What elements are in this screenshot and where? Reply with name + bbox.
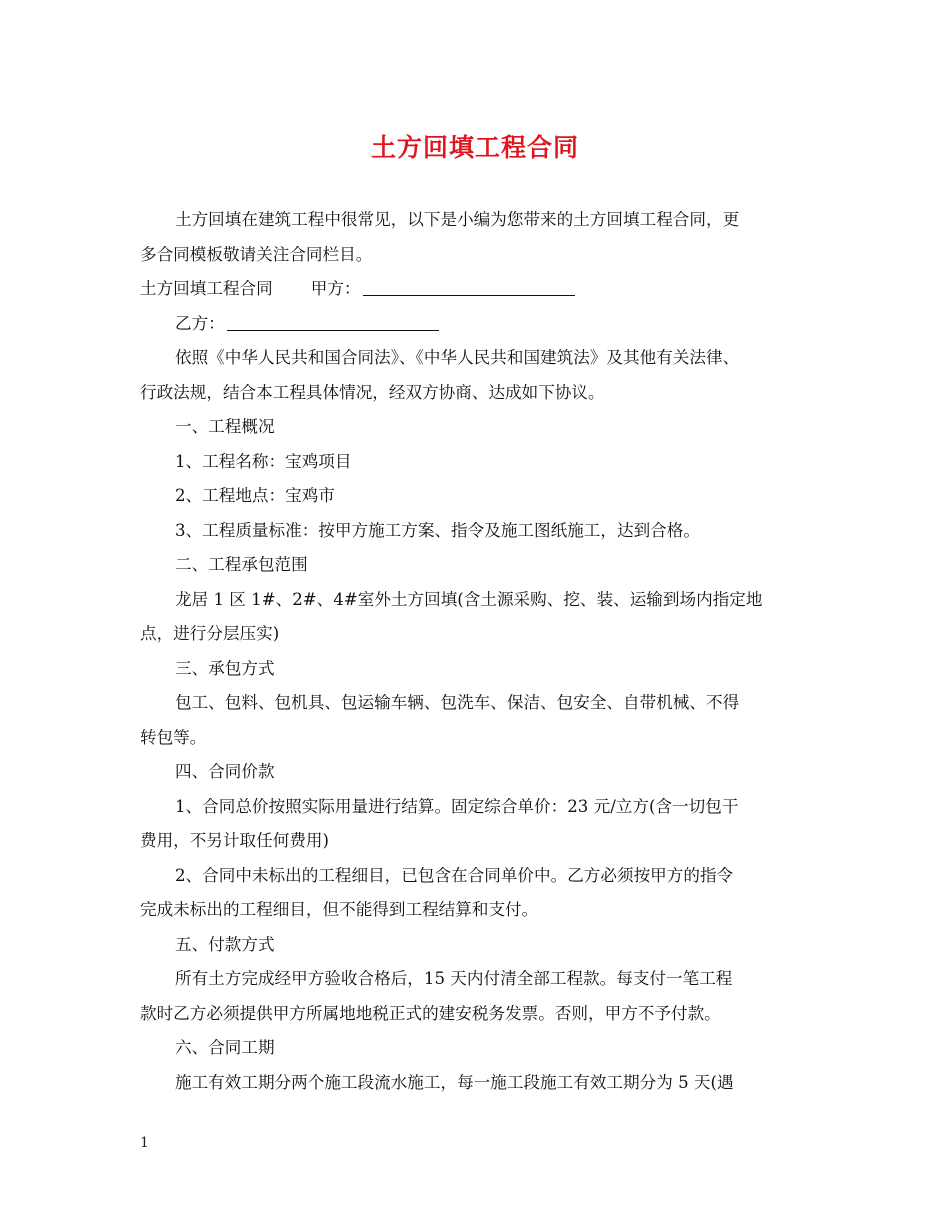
page-number: 1 [140,1135,149,1151]
section-4-item-1-line-2: 费用，不另计取任何费用) [140,831,330,850]
party-b-label: 乙方： [175,313,225,333]
section-5-heading: 五、付款方式 [175,934,275,954]
section-4-item-2-line-2: 完成未标出的工程细目，但不能得到工程结算和支付。 [140,900,539,919]
party-b-blank [227,310,439,331]
section-2-line-2: 点，进行分层压实) [140,624,280,643]
section-5-line-1: 所有土方完成经甲方验收合格后，15 天内付清全部工程款。每支付一笔工程 [175,969,733,988]
party-a-label: 甲方： [310,279,361,298]
section-4-item-2-line-1: 2、合同中未标出的工程细目，已包含在合同单价中。乙方必须按甲方的指令 [175,865,734,885]
document-body [140,203,815,1100]
section-2-line-1: 龙居 1 区 1#、2#、4#室外土方回填(含土源采购、挖、装、运输到场内指定地 [175,589,763,609]
section-1-item-1: 1、工程名称：宝鸡项目 [175,451,352,471]
basis-paragraph-line-1: 依照《中华人民共和国合同法》、《中华人民共和国建筑法》及其他有关法律、 [175,348,740,367]
section-3-heading: 三、承包方式 [175,658,275,678]
document-title: 土方回填工程合同 [370,133,579,162]
intro-paragraph-line-1: 土方回填在建筑工程中很常见，以下是小编为您带来的土方回填工程合同，更 [175,210,740,229]
party-a-blank [363,275,575,296]
section-1-heading: 一、工程概况 [175,417,275,436]
section-4-heading: 四、合同价款 [175,762,275,781]
contract-name: 土方回填工程合同 [140,279,273,298]
party-b-line [140,307,815,342]
intro-paragraph-line-2: 多合同模板敬请关注合同栏目。 [140,244,373,264]
section-3-line-2: 转包等。 [140,727,207,747]
basis-paragraph-line-2: 行政法规，结合本工程具体情况，经双方协商、达成如下协议。 [140,382,605,402]
section-6-heading: 六、合同工期 [175,1038,275,1057]
party-a-line [140,272,815,307]
section-2-heading: 二、工程承包范围 [175,555,308,574]
section-5-line-2: 款时乙方必须提供甲方所属地地税正式的建安税务发票。否则，甲方不予付款。 [140,1003,721,1023]
section-1-item-3: 3、工程质量标准：按甲方施工方案、指令及施工图纸施工，达到合格。 [175,520,700,540]
section-4-item-1-line-1: 1、合同总价按照实际用量进行结算。固定综合单价：23 元/立方(含一切包干 [175,796,739,816]
section-3-line-1: 包工、包料、包机具、包运输车辆、包洗车、保洁、包安全、自带机械、不得 [175,693,740,712]
section-1-item-2: 2、工程地点：宝鸡市 [175,486,335,505]
section-6-line-1: 施工有效工期分两个施工段流水施工，每一施工段施工有效工期分为 5 天(遇 [175,1072,734,1092]
